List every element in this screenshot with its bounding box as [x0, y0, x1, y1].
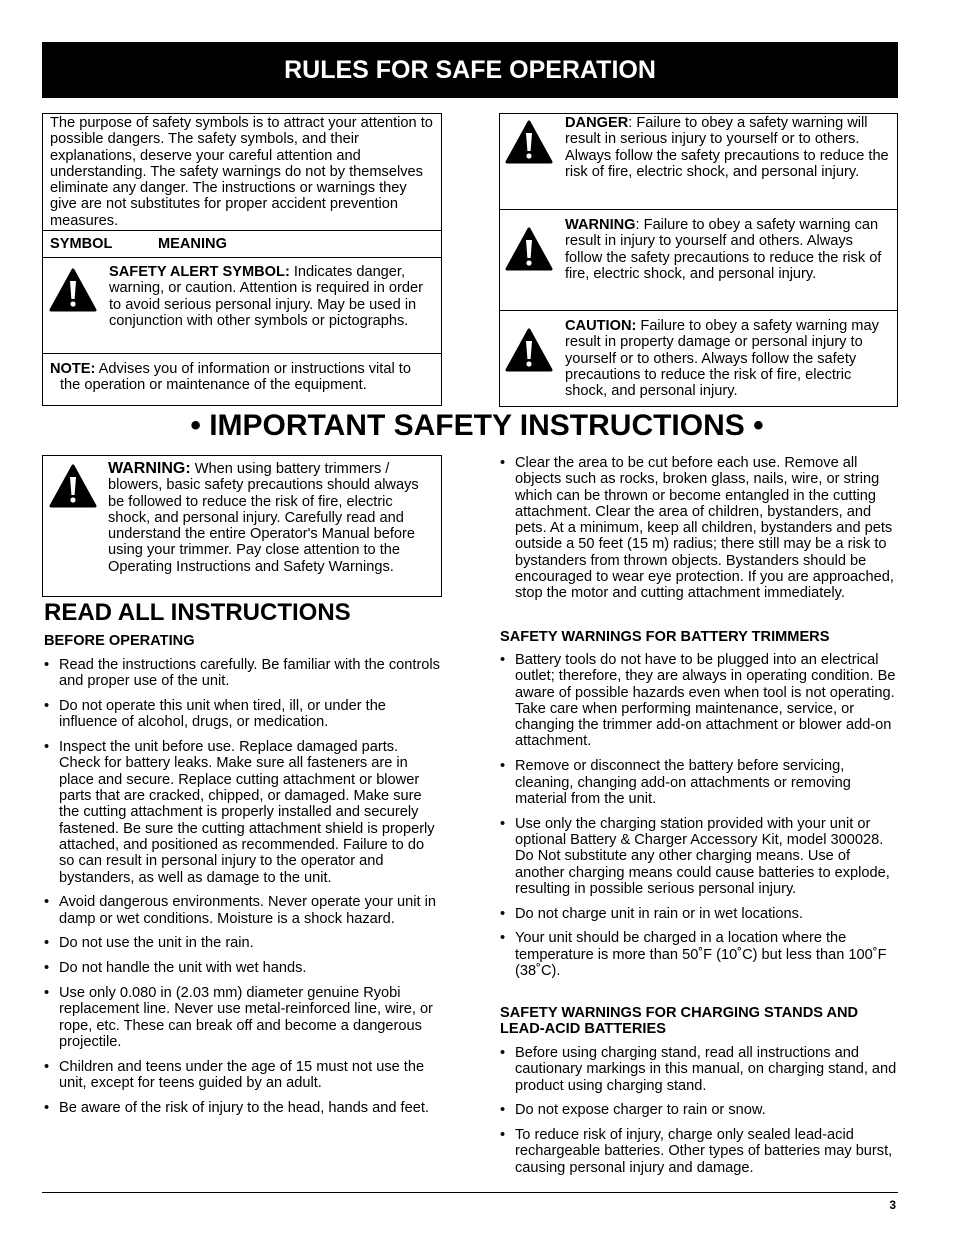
caution-text: CAUTION: Failure to obey a safety warning may result in property damage or personal injury to yourself or to others. Always follow the safety precautions to reduce the risk of fire, electric shock, and personal injury.	[565, 318, 879, 400]
list-item: • Do not handle the unit with wet hands.	[43, 960, 441, 976]
list-item: • Remove or disconnect the battery before servicing, cleaning, changing add-on attachments or removing material from the unit.	[499, 758, 897, 807]
list-item: • Use only the charging station provided with your unit or optional Battery & Charger Accessory Kit, model 300028. Do Not substitute any other charging means. Use of another charging means could cause batteries to explode, resulting in possible serious personal injury.	[499, 816, 897, 897]
list-item: • Read the instructions carefully. Be familiar with the controls and proper use of the unit.	[43, 657, 441, 690]
banner-title: RULES FOR SAFE OPERATION	[284, 55, 656, 84]
warning-box-text: WARNING: When using battery trimmers / blowers, basic safety precautions should always be followed to reduce the risk of fire, electric shock, and personal injury. Carefully read and understand the entire Operator's Manual before using your trimmer. Pay close attention to the Operating Instructions and Safety Warnings.	[108, 460, 419, 575]
important-safety-title: • IMPORTANT SAFETY INSTRUCTIONS •	[190, 409, 764, 442]
section-banner	[42, 42, 898, 98]
battery-trimmers-list	[499, 652, 897, 988]
warning-row	[500, 209, 897, 311]
symbols-intro: The purpose of safety symbols is to attract your attention to possible dangers. The safety symbols, and their explanations, deserve your careful attention and understanding. The safety warnings do not by themselves eliminate any danger. The instructions or warnings they give are not substitutes for proper accident prevention measures.	[50, 115, 433, 229]
list-item: • Do not operate this unit when tired, ill, or under the influence of alcohol, drugs, or medication.	[43, 698, 441, 731]
list-item: • Do not use the unit in the rain.	[43, 935, 441, 951]
footer-rule	[42, 1192, 898, 1193]
charging-stands-list	[499, 1045, 897, 1185]
charging-stands-heading: SAFETY WARNINGS FOR CHARGING STANDS AND LEAD-ACID BATTERIES	[500, 1005, 859, 1038]
list-item: • Do not expose charger to rain or snow.	[499, 1102, 897, 1118]
col-meaning: MEANING	[158, 236, 227, 252]
list-item: • Battery tools do not have to be plugged into an electrical outlet; therefore, they are always in operating condition. Be aware of possible hazards even when tool is not operating. Take care when performing maintenance, service, or changing the trimmer add-on attachment or blower add-on attachment.	[499, 652, 897, 750]
safety-alert-text: SAFETY ALERT SYMBOL: Indicates danger, warning, or caution. Attention is required in order to avoid serious personal injury. May be used in conjunction with other symbols or pictographs.	[109, 264, 423, 329]
list-item: • Inspect the unit before use. Replace damaged parts. Check for battery leaks. Make sure all fasteners are in place and secure. Replace cutting attachment or blower parts that are cracked, chipped, or damaged. Make sure the cutting attachment is properly installed and securely fastened. Be sure the cutting attachment shield is properly attached, and positioned as recommended. Failure to do so can result in personal injury to the operator and bystanders, as well as damage to the unit.	[43, 739, 441, 886]
caution-row	[500, 310, 897, 407]
note-text: NOTE: Advises you of information or instructions vital to the operation or maintenance of the equipment.	[50, 361, 411, 394]
safety-alert-row	[43, 257, 441, 353]
clear-area-list	[499, 455, 897, 610]
page-number: 3	[889, 1198, 896, 1212]
warning-box	[42, 455, 442, 597]
note-row	[43, 353, 441, 406]
symbols-header-row	[43, 230, 441, 258]
list-item: • Be aware of the risk of injury to the head, hands and feet.	[43, 1100, 441, 1116]
caution-triangle-icon	[505, 328, 553, 372]
before-operating-heading: BEFORE OPERATING	[44, 633, 195, 649]
list-item: • Use only 0.080 in (2.03 mm) diameter genuine Ryobi replacement line. Never use metal-reinforced line, wire, or rope, etc. These can break off and become a dangerous projectile.	[43, 985, 441, 1050]
danger-triangle-icon	[505, 120, 553, 164]
warning-triangle-icon	[49, 268, 97, 312]
before-operating-list	[43, 657, 441, 1125]
warning-text: WARNING: Failure to obey a safety warning can result in injury to yourself and others. Always follow the safety precautions to reduce the risk of fire, electric shock, and personal injury.	[565, 217, 882, 282]
warning-triangle-icon	[49, 464, 97, 508]
col-symbol: SYMBOL	[50, 236, 113, 252]
warning-triangle-icon	[505, 227, 553, 271]
list-item: • To reduce risk of injury, charge only sealed lead-acid rechargeable batteries. Other types of batteries may burst, causing personal injury and damage.	[499, 1127, 897, 1176]
signal-words-box	[499, 113, 898, 407]
list-item: • Children and teens under the age of 15 must not use the unit, except for teens guided by an adult.	[43, 1059, 441, 1092]
list-item: • Before using charging stand, read all instructions and cautionary markings in this manual, on charging stand, and product using charging stand.	[499, 1045, 897, 1094]
battery-trimmers-heading: SAFETY WARNINGS FOR BATTERY TRIMMERS	[500, 629, 830, 645]
symbols-box	[42, 113, 442, 406]
list-item: • Your unit should be charged in a location where the temperature is more than 50˚F (10˚C) but less than 100˚F (38˚C).	[499, 930, 897, 979]
list-item: • Do not charge unit in rain or in wet locations.	[499, 906, 897, 922]
list-item: • Clear the area to be cut before each use. Remove all objects such as rocks, broken glass, nails, wire, or string which can be thrown or become entangled in the cutting attachment. Clear the area of children, bystanders, and pets. At a minimum, keep all children, bystanders and pets outside a 50 feet (15 m) radius; there still may be a risk to bystanders from thrown objects. Bystanders should be encouraged to wear eye protection. If you are approached, stop the motor and cutting attachment immediately.	[499, 455, 897, 602]
danger-row	[500, 114, 897, 209]
list-item: • Avoid dangerous environments. Never operate your unit in damp or wet conditions. Moisture is a shock hazard.	[43, 894, 441, 927]
read-all-heading: READ ALL INSTRUCTIONS	[44, 599, 351, 626]
danger-text: DANGER: Failure to obey a safety warning will result in serious injury to yourself or to others. Always follow the safety precautions to reduce the risk of fire, electric shock, and personal injury.	[565, 115, 889, 180]
